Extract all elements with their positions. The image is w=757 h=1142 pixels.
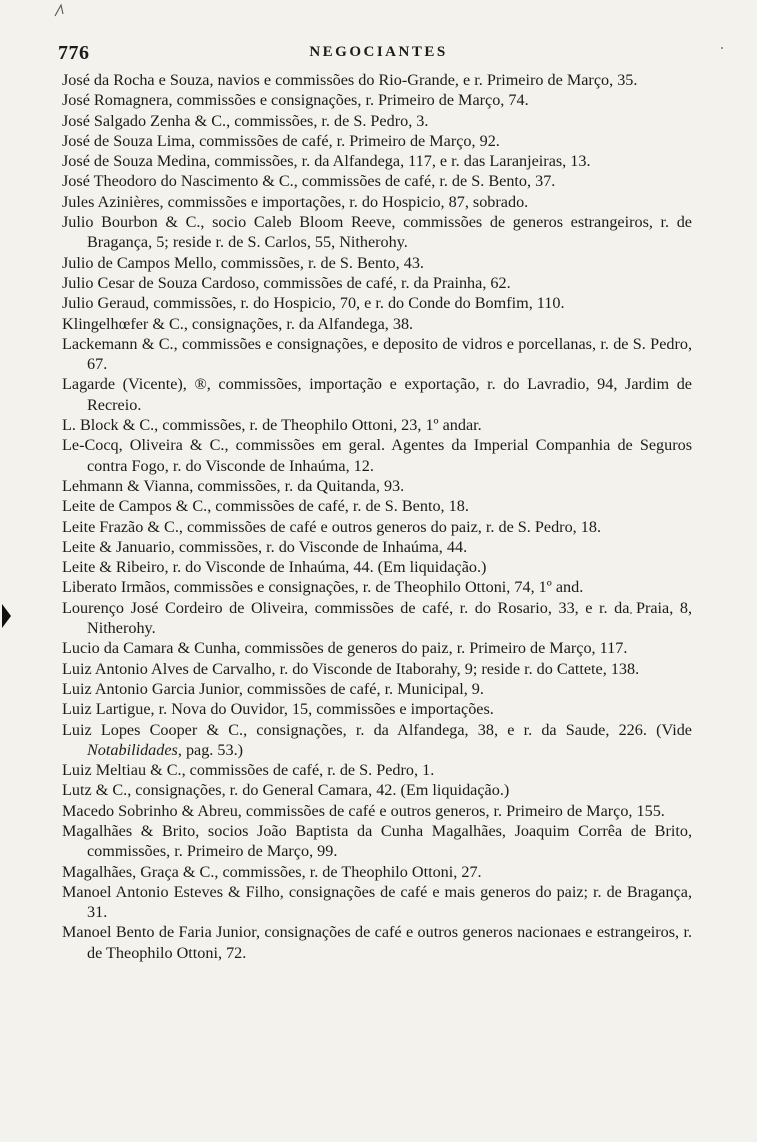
directory-entry: José de Souza Medina, commissões, r. da Alfandega, 117, e r. das Laranjeiras, 13. xyxy=(62,152,591,171)
directory-entry: Lackemann & C., commissões e consignações, e deposito de vidros e porcellanas, r. de S. Pedro, 67. xyxy=(62,334,692,374)
directory-entry: Klingelhœfer & C., consignações, r. da Alfandega, 38. xyxy=(62,314,414,333)
entry-list xyxy=(62,70,692,963)
directory-entry: Macedo Sobrinho & Abreu, commissões de café e outros generos, r. Primeiro de Março, 155. xyxy=(62,801,665,820)
directory-entry: Leite de Campos & C., commissões de café, r. de S. Bento, 18. xyxy=(62,497,469,516)
directory-entry: L. Block & C., commissões, r. de Theophilo Ottoni, 23, 1º andar. xyxy=(62,416,482,435)
directory-entry: José Theodoro do Nascimento & C., commissões de café, r. de S. Bento, 37. xyxy=(62,172,556,191)
directory-entry: Lourenço José Cordeiro de Oliveira, commissões de café, r. do Rosario, 33, e r. da Praia, 8, Nitherohy. xyxy=(62,598,692,638)
directory-entry: Luiz Meltiau & C., commissões de café, r. de S. Pedro, 1. xyxy=(62,761,435,780)
directory-entry: José de Souza Lima, commissões de café, r. Primeiro de Março, 92. xyxy=(62,131,500,150)
directory-entry: Leite Frazão & C., commissões de café e outros generos do paiz, r. de S. Pedro, 18. xyxy=(62,517,601,536)
directory-entry: Liberato Irmãos, commissões e consignações, r. de Theophilo Ottoni, 74, 1º and. xyxy=(62,578,584,597)
directory-entry: Luiz Lopes Cooper & C., consignações, r. da Alfandega, 38, e r. da Saude, 226. (Vide Notabilidades, pag. 53.) xyxy=(62,720,692,759)
directory-entry: José da Rocha e Souza, navios e commissões do Rio-Grande, e r. Primeiro de Março, 35. xyxy=(62,71,638,89)
directory-entry: Leite & Januario, commissões, r. do Visconde de Inhaúma, 44. xyxy=(62,537,468,556)
directory-entry: Le-Cocq, Oliveira & C., commissões em geral. Agentes da Imperial Companhia de Seguros contra Fogo, r. do Visconde de Inhaúma, 12. xyxy=(62,436,692,475)
directory-entry: Jules Azinières, commissões e importações, r. do Hospicio, 87, sobrado. xyxy=(62,192,529,211)
directory-entry: Lagarde (Vicente), ®, commissões, importação e exportação, r. do Lavradio, 94, Jardim de Recreio. xyxy=(62,375,692,414)
directory-entry: Manoel Antonio Esteves & Filho, consignações de café e mais generos do paiz; r. de Bragança, 31. xyxy=(62,882,692,922)
directory-entry: Julio Geraud, commissões, r. do Hospicio, 70, e r. do Conde do Bomfim, 110. xyxy=(62,294,565,313)
directory-entry: Lehmann & Vianna, commissões, r. da Quitanda, 93. xyxy=(62,476,405,495)
directory-entry: Julio Cesar de Souza Cardoso, commissões de café, r. da Prainha, 62. xyxy=(62,273,511,292)
directory-entry: Luiz Antonio Garcia Junior, commissões de café, r. Municipal, 9. xyxy=(62,679,484,698)
directory-entry: José Salgado Zenha & C., commissões, r. de S. Pedro, 3. xyxy=(62,111,429,130)
directory-entry: Luiz Lartigue, r. Nova do Ouvidor, 15, commissões e importações. xyxy=(62,700,494,719)
directory-entry: Luiz Antonio Alves de Carvalho, r. do Visconde de Itaborahy, 9; reside r. do Cattete, 138. xyxy=(62,659,640,678)
directory-entry: Lucio da Camara & Cunha, commissões de generos do paiz, r. Primeiro de Março, 117. xyxy=(62,639,628,658)
directory-entry: Magalhães & Brito, socios João Baptista da Cunha Magalhães, Joaquim Corrêa de Brito, commissões, r. Primeiro de Março, 99. xyxy=(62,821,692,861)
directory-entry: José Romagnera, commissões e consignações, r. Primeiro de Março, 74. xyxy=(62,91,529,110)
directory-entry: Leite & Ribeiro, r. do Visconde de Inhaúma, 44. (Em liquidação.) xyxy=(62,558,487,577)
running-head: NEGOCIANTES xyxy=(309,44,448,60)
directory-entry: Lutz & C., consignações, r. do General Camara, 42. (Em liquidação.) xyxy=(62,781,510,800)
ink-speck-icon xyxy=(721,47,723,49)
directory-entry: Julio Bourbon & C., socio Caleb Bloom Reeve, commissões de generos estrangeiros, r. de Bragança, 5; reside r. de S. Carlos, 55, Nitherohy. xyxy=(62,213,692,252)
directory-entry: Julio de Campos Mello, commissões, r. de S. Bento, 43. xyxy=(62,253,424,272)
directory-entry: Manoel Bento de Faria Junior, consignações de café e outros generos nacionaes e estrangeiros, r. de Theophilo Ottoni, 72. xyxy=(62,923,692,962)
margin-arrow-icon xyxy=(2,604,11,628)
pencil-mark-icon xyxy=(52,2,68,18)
directory-entry: Magalhães, Graça & C., commissões, r. de Theophilo Ottoni, 27. xyxy=(62,862,482,881)
page-number: 776 xyxy=(58,42,90,64)
